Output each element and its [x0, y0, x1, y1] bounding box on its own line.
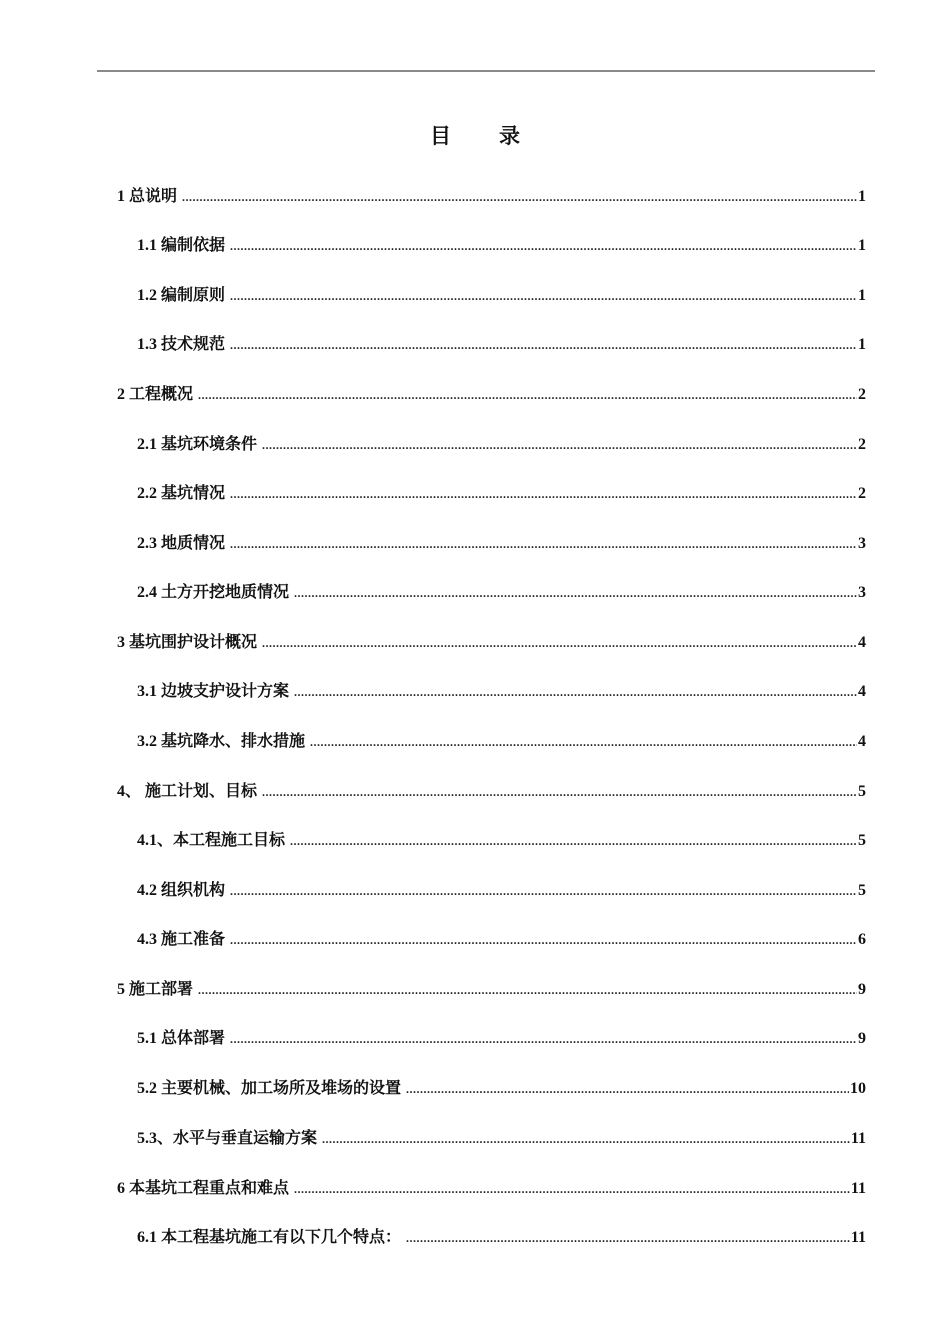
toc-dot-leader — [230, 537, 857, 552]
toc-entry[interactable] — [137, 1224, 866, 1248]
toc-entry-page: 2 — [858, 485, 866, 502]
toc-entry[interactable] — [117, 976, 866, 1000]
toc-dot-leader — [230, 239, 857, 254]
toc-entry-label: 4.1、本工程施工目标 — [137, 832, 286, 849]
toc-entry-page: 1 — [858, 287, 866, 304]
toc-entry-page: 11 — [850, 1130, 866, 1147]
toc-entry-label: 5.3、水平与垂直运输方案 — [137, 1130, 318, 1147]
toc-entry[interactable] — [137, 579, 866, 603]
toc-entry-label: 2.3 地质情况 — [137, 535, 226, 552]
toc-entry-label: 1.1 编制依据 — [137, 237, 226, 254]
toc-entry-label: 2.1 基坑环境条件 — [137, 436, 258, 453]
toc-dot-leader — [322, 1132, 850, 1147]
toc-entry[interactable] — [137, 926, 866, 950]
toc-entry-page: 3 — [858, 584, 866, 601]
toc-entry[interactable] — [137, 530, 866, 554]
toc-dot-leader — [262, 438, 857, 453]
toc-entry[interactable] — [137, 1025, 866, 1049]
toc-entry[interactable] — [137, 1075, 866, 1099]
toc-entry[interactable] — [137, 728, 866, 752]
toc-entry-label: 5.1 总体部署 — [137, 1030, 226, 1047]
toc-dot-leader — [406, 1231, 850, 1246]
toc-entry-label: 1 总说明 — [117, 188, 178, 205]
toc-dot-leader — [290, 834, 857, 849]
toc-dot-leader — [230, 487, 857, 502]
toc-entry-page: 4 — [858, 634, 866, 651]
toc-dot-leader — [230, 884, 857, 899]
toc-entry-page: 6 — [858, 931, 866, 948]
toc-entry[interactable] — [117, 183, 866, 207]
toc-entry[interactable] — [137, 232, 866, 256]
toc-title-char-2: 录 — [499, 124, 520, 148]
toc-entry-label: 6.1 本工程基坑施工有以下几个特点： — [137, 1229, 402, 1246]
toc-entry[interactable] — [137, 827, 866, 851]
toc-entry-label: 2.2 基坑情况 — [137, 485, 226, 502]
toc-entry-page: 2 — [858, 436, 866, 453]
toc-entry-label: 1.2 编制原则 — [137, 287, 226, 304]
toc-entry-label: 2 工程概况 — [117, 386, 194, 403]
toc-dot-leader — [310, 735, 857, 750]
toc-entry[interactable] — [117, 1175, 866, 1199]
toc-entry-page: 5 — [858, 783, 866, 800]
toc-entry-label: 6 本基坑工程重点和难点 — [117, 1180, 290, 1197]
toc-entry-page: 10 — [850, 1080, 866, 1097]
toc-title — [0, 120, 950, 150]
toc-entry-label: 1.3 技术规范 — [137, 336, 226, 353]
toc-entry-page: 5 — [858, 832, 866, 849]
toc-entry-page: 3 — [858, 535, 866, 552]
toc-entry-label: 3.1 边坡支护设计方案 — [137, 683, 290, 700]
toc-title-char-1: 目 — [430, 124, 451, 148]
toc-dot-leader — [294, 586, 857, 601]
toc-dot-leader — [262, 785, 857, 800]
toc-entry[interactable] — [137, 678, 866, 702]
toc-entry-label: 2.4 土方开挖地质情况 — [137, 584, 290, 601]
toc-entry-page: 11 — [850, 1180, 866, 1197]
toc-dot-leader — [230, 933, 857, 948]
toc-entry[interactable] — [137, 331, 866, 355]
toc-dot-leader — [230, 338, 857, 353]
toc-entry-page: 1 — [858, 188, 866, 205]
toc-entry[interactable] — [117, 629, 866, 653]
toc-entry[interactable] — [137, 282, 866, 306]
toc-dot-leader — [230, 1032, 857, 1047]
toc-dot-leader — [198, 388, 857, 403]
toc-entry-page: 9 — [858, 981, 866, 998]
toc-entry-page: 1 — [858, 336, 866, 353]
toc-dot-leader — [294, 1182, 850, 1197]
toc-entry-label: 4.2 组织机构 — [137, 882, 226, 899]
toc-dot-leader — [294, 685, 857, 700]
header-rule — [97, 70, 875, 72]
toc-dot-leader — [182, 190, 857, 205]
toc-entry[interactable] — [117, 778, 866, 802]
toc-entry[interactable] — [137, 877, 866, 901]
toc-entry-label: 5 施工部署 — [117, 981, 194, 998]
toc-entry-page: 4 — [858, 733, 866, 750]
toc-dot-leader — [198, 983, 857, 998]
toc-entry[interactable] — [117, 381, 866, 405]
toc-entry-label: 5.2 主要机械、加工场所及堆场的设置 — [137, 1080, 402, 1097]
toc-dot-leader — [406, 1082, 849, 1097]
toc-entry-page: 2 — [858, 386, 866, 403]
toc-entry-label: 3 基坑围护设计概况 — [117, 634, 258, 651]
toc-entry-label: 3.2 基坑降水、排水措施 — [137, 733, 306, 750]
toc-dot-leader — [230, 289, 857, 304]
toc-entry-page: 5 — [858, 882, 866, 899]
toc-entry[interactable] — [137, 480, 866, 504]
toc-entry[interactable] — [137, 431, 866, 455]
toc-dot-leader — [262, 636, 857, 651]
toc-entry-page: 4 — [858, 683, 866, 700]
toc-entry[interactable] — [137, 1125, 866, 1149]
toc-entry-page: 11 — [850, 1229, 866, 1246]
toc-entry-page: 1 — [858, 237, 866, 254]
toc-entry-page: 9 — [858, 1030, 866, 1047]
toc-entry-label: 4.3 施工准备 — [137, 931, 226, 948]
toc-entry-label: 4、 施工计划、目标 — [117, 783, 258, 800]
